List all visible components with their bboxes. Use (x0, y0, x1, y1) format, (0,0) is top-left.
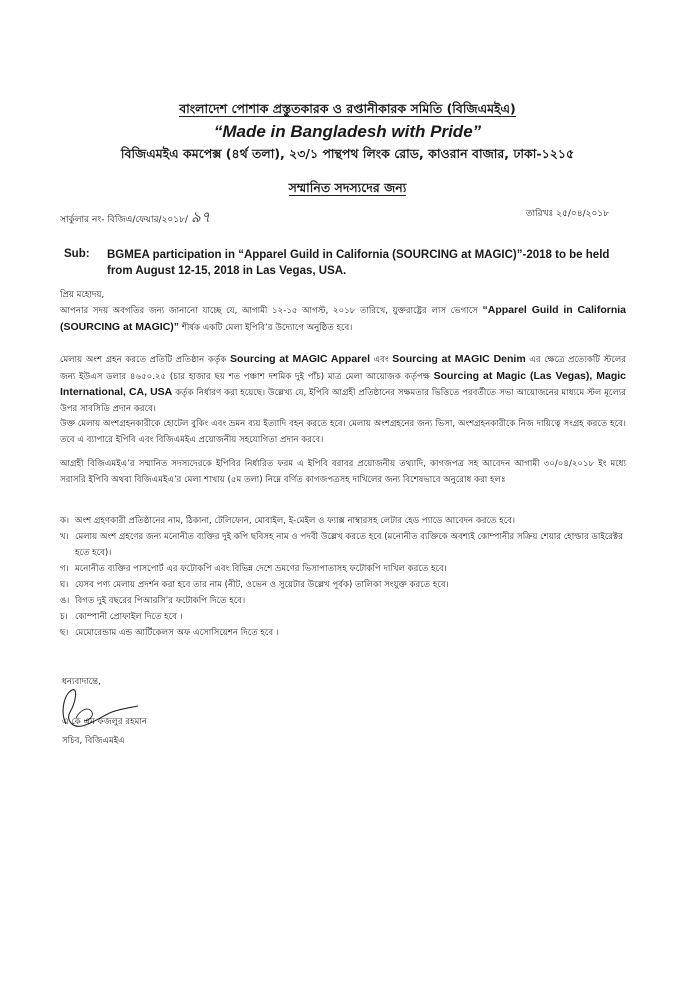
closing: ধন্যবাদান্তে, (62, 677, 101, 687)
audience-heading: সম্মানিত সদস্যদের জন্য (288, 180, 407, 195)
handwritten-number: ৯৭ (190, 210, 211, 226)
list-item: চ। কোম্পানী প্রোফাইল দিতে হবে । (60, 612, 183, 622)
list-item: ঘ। যেসব পণ্য মেলায় প্রদর্শন করা হবে তার নাম (নীট, ওভেন ও সুয়েটার উল্লেখ পূর্বক) তালিকা সংযুক্ত করতে হবে। (60, 580, 449, 590)
org-address: বিজিএমইএ কমপেক্স (৪র্থ তলা), ২৩/১ পান্থপথ লিংক রোড, কাওরান বাজার, ঢাকা-১২১৫ (120, 146, 575, 161)
circular-date: তারিখঃ ২৫/০৪/২০১৮ (525, 209, 609, 219)
org-name: বাংলাদেশ পোশাক প্রস্তুতকারক ও রপ্তানীকারক সমিতি (বিজিএমইএ) (179, 101, 516, 116)
greeting: প্রিয় মহোদয়, (60, 290, 105, 300)
requirements-list (60, 513, 640, 641)
subject-text: BGMEA participation in “Apparel Guild in California (SOURCING at MAGIC)”-2018 to be held from August 12-15, 2018 in Las Vegas, USA. (107, 249, 610, 277)
paragraph-2: মেলায় অংশ গ্রহন করতে প্রতিটি প্রতিষ্ঠান কর্তৃক Sourcing at MAGIC Apparel এবং Sourcing at MAGIC Denim এর ক্ষেত্রে প্রত্যেকটি স্টলের জন্য ইউএস ডলার ৪৬৫০.২৫ (চার হাজার ছয় শত পঞ্চাশ দশমিক দুই পাঁচ) মাত্র মেলা আয়োজক কর্তৃপক্ষ Sourcing at Magic (Las Vegas), Magic International, CA, USA কর্তৃক নির্ধারণ করা হয়েছে। উল্লেখ্য যে, ইপিবি আগ্রহী প্রতিষ্ঠানের সক্ষমতার ভিত্তিতে পরবর্তীতে সভা আয়োজনের মাধ্যমে স্টল মূল্যের উপর সাবসিডি প্রদান করবে। (60, 353, 627, 414)
list-item: ঙ। বিগত দুই বছরের পিআরসি’র ফটোকপি দিতে হবে। (60, 596, 246, 606)
list-item: ক। অংশ গ্রহণকারী প্রতিষ্ঠানের নাম, ঠিকানা, টেলিফোন, মোবাইল, ই-মেইল ও ফ্যাক্স নাম্বারসহ লেটার হেড প্যাডে আবেদন করতে হবে। (60, 516, 516, 526)
circular-number-label: সার্কুলার নং- বিজিএ/ফেয়ার/২০১৮/ (60, 215, 188, 225)
list-item: গ। মনোনীত ব্যক্তির পাসপোর্ট এর ফটোকপি এবং বিভিন্ন দেশে ভ্রমণের ভিসাপাতাসহ ফটোকপি দাখিল করতে হবে। (60, 564, 447, 574)
signatory-name: এ কে এম ফজলুর রহমান (62, 717, 148, 727)
paragraph-1: আপনার সদয় অবগতির জন্য জানানো যাচ্ছে যে, আগামী ১২-১৫ আগস্ট, ২০১৮ তারিখে, যুক্তরাষ্ট্রের লাস ভেগাসে “Apparel Guild in California (SOURCING at MAGIC)” শীর্ষক একটি মেলা ইপিবি’র উদ্যোগে অনুষ্ঠিত হবে। (60, 304, 626, 333)
slogan: “Made in Bangladesh with Pride” (213, 122, 482, 141)
list-item: খ। মেলায় অংশ গ্রহণের জন্য মনোনীত ব্যক্তির দুই কপি ছবিসহ নাম ও পদবী উল্লেখ করতে হবে (মনোনীত ব্যক্তিকে অবশ্যই কোম্পানীর সক্রিয় শেয়ার হোল্ডার ডাইরেক্টর হতে হবে)। (60, 532, 623, 558)
circular-number (60, 206, 210, 231)
signatory-designation: সচিব, বিজিএমইএ (62, 736, 125, 746)
paragraph-4: আগ্রহী বিজিএমইএ’র সম্মানিত সদস্যদেরকে ইপিবির নির্ধারিত ফরম এ ইপিবি বরাবর প্রয়োজনীয় তথ্যাদি, কাগজপত্র সহ আবেদন আগামী ৩০/০৪/২০১৮ ইং মধ্যে সরাসরি ইপিবি অথবা বিজিএমইএ’র মেলা শাখায় (৫ম তলা) নিম্নে বর্ণিত কাগজপত্রসহ দাখিলের জন্য বিশেষভাবে অনুরোধ করা হলঃ (60, 459, 626, 485)
subject-label: Sub: (64, 248, 90, 260)
paragraph-3: উক্ত মেলায় অংশগ্রহনকারীকে হোটেল বুকিং এবং ভ্রমন ব্যয় ইত্যাদি বহন করতে হবে। মেলায় অংশগ্রহনের জন্য ভিসা, অংশগ্রহনকারীকে নিজ দায়িত্বে সংগ্রহ করতে হবে। তবে এ ব্যাপারে ইপিবি এবং বিজিএমইএ প্রয়োজনীয় সহযোগিতা প্রদান করবে। (60, 419, 626, 445)
list-item: ছ। মেমোরেন্ডাম এন্ড আর্টিকেলস অফ এসোসিয়েশন দিতে হবে । (60, 628, 279, 638)
